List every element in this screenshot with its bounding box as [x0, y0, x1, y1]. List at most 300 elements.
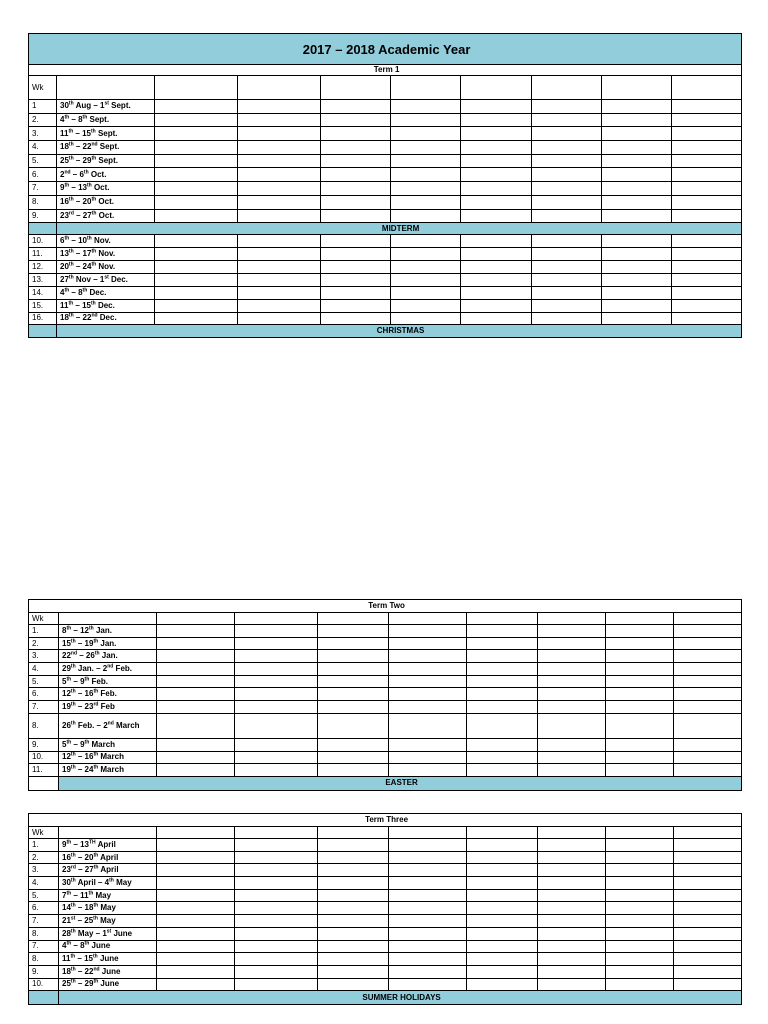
week-row — [29, 713, 742, 738]
empty-cell — [321, 182, 391, 196]
week-dates — [57, 286, 155, 299]
empty-cell — [532, 195, 602, 209]
empty-cell — [389, 688, 467, 701]
empty-cell — [532, 312, 602, 325]
empty-cell — [391, 235, 461, 248]
empty-cell — [672, 127, 742, 141]
empty-cell — [467, 851, 538, 864]
date-text: – 8 — [71, 941, 85, 951]
week-row — [29, 286, 742, 299]
empty-cell — [238, 141, 321, 155]
date-text: 19 — [62, 765, 71, 775]
empty-cell — [389, 764, 467, 777]
empty-cell — [532, 286, 602, 299]
header-empty-cell — [155, 76, 238, 100]
date-text: 9 — [60, 183, 65, 193]
empty-cell — [155, 299, 238, 312]
empty-cell — [157, 764, 235, 777]
term-1-title: Term 1 — [29, 65, 742, 76]
empty-cell — [606, 864, 674, 877]
empty-cell — [318, 625, 389, 638]
empty-cell — [235, 637, 318, 650]
date-text: Sept. — [87, 115, 110, 125]
empty-cell — [674, 625, 742, 638]
empty-cell — [532, 141, 602, 155]
week-row — [29, 663, 742, 676]
date-text: – 11 — [71, 890, 89, 900]
date-ordinal-suffix: th — [66, 739, 72, 745]
header-empty-cell — [59, 613, 157, 625]
week-dates — [59, 738, 157, 751]
empty-cell — [238, 182, 321, 196]
empty-cell — [389, 927, 467, 940]
empty-cell — [235, 965, 318, 978]
empty-cell — [538, 839, 606, 852]
week-number: 9. — [29, 209, 57, 223]
empty-cell — [606, 902, 674, 915]
empty-cell — [538, 713, 606, 738]
empty-cell — [467, 713, 538, 738]
date-ordinal-suffix: th — [88, 625, 94, 632]
empty-cell — [318, 965, 389, 978]
empty-cell — [235, 864, 318, 877]
empty-cell — [532, 299, 602, 312]
date-text: May — [98, 903, 116, 913]
date-text: April – 4 — [75, 877, 110, 887]
date-text: 16 — [60, 197, 69, 207]
empty-cell — [606, 839, 674, 852]
date-text: – 12 — [71, 625, 89, 635]
empty-cell — [672, 113, 742, 127]
empty-cell — [321, 195, 391, 209]
date-ordinal-suffix: th — [93, 864, 99, 871]
empty-cell — [461, 273, 532, 286]
date-text: May — [97, 915, 116, 925]
empty-cell — [672, 195, 742, 209]
empty-cell — [389, 625, 467, 638]
empty-cell — [318, 764, 389, 777]
wk-column-header: Wk — [29, 613, 59, 625]
date-text: 26 — [62, 721, 71, 731]
empty-cell — [155, 248, 238, 261]
empty-cell — [155, 235, 238, 248]
empty-cell — [467, 902, 538, 915]
date-ordinal-suffix: th — [93, 953, 98, 960]
week-dates — [59, 751, 157, 764]
date-text: – 6 — [70, 169, 84, 179]
empty-cell — [235, 625, 318, 638]
date-text: Feb. — [98, 689, 117, 699]
empty-cell — [674, 927, 742, 940]
date-ordinal-suffix: th — [66, 839, 72, 846]
header-empty-cell — [57, 76, 155, 100]
date-text: Dec. — [108, 274, 128, 284]
date-text: June — [98, 979, 120, 989]
empty-cell — [238, 312, 321, 325]
easter-band-row — [29, 776, 742, 790]
week-number: 11. — [29, 764, 59, 777]
date-text: Sept. — [108, 101, 131, 111]
date-ordinal-suffix: th — [91, 196, 97, 203]
date-text: June — [89, 941, 111, 951]
date-text: – 9 — [71, 676, 85, 686]
date-text: – 25 — [75, 915, 94, 925]
date-text: March — [113, 721, 140, 731]
empty-cell — [467, 927, 538, 940]
week-row — [29, 675, 742, 688]
empty-cell — [467, 864, 538, 877]
empty-cell — [538, 927, 606, 940]
empty-cell — [467, 915, 538, 928]
week-row — [29, 625, 742, 638]
week-dates — [59, 889, 157, 902]
header-empty-cell — [318, 827, 389, 839]
week-dates — [57, 312, 155, 325]
date-text: 23 — [62, 865, 71, 875]
week-number: 1. — [29, 839, 59, 852]
empty-cell — [157, 889, 235, 902]
date-ordinal-suffix: th — [93, 978, 99, 985]
empty-cell — [674, 701, 742, 714]
week-row — [29, 953, 742, 966]
band-spacer — [29, 991, 59, 1005]
date-ordinal-suffix: th — [91, 210, 97, 217]
empty-cell — [391, 113, 461, 127]
empty-cell — [157, 953, 235, 966]
empty-cell — [318, 927, 389, 940]
date-text: April — [98, 852, 119, 862]
empty-cell — [602, 235, 672, 248]
date-ordinal-suffix: th — [93, 902, 99, 909]
week-number: 7. — [29, 701, 59, 714]
empty-cell — [672, 299, 742, 312]
empty-cell — [321, 100, 391, 114]
empty-cell — [389, 978, 467, 991]
week-row — [29, 751, 742, 764]
date-text: 4 — [60, 287, 65, 297]
empty-cell — [238, 273, 321, 286]
date-ordinal-suffix: th — [68, 128, 74, 135]
week-dates — [59, 625, 157, 638]
date-ordinal-suffix: th — [93, 637, 99, 644]
week-number: 7. — [29, 182, 57, 196]
week-number: 2. — [29, 637, 59, 650]
date-text: 7 — [62, 890, 67, 900]
empty-cell — [321, 127, 391, 141]
week-number: 12. — [29, 260, 57, 273]
empty-cell — [672, 168, 742, 182]
date-text: – 27 — [73, 210, 92, 220]
term-1-title-row — [29, 65, 742, 76]
empty-cell — [318, 915, 389, 928]
week-number: 4. — [29, 877, 59, 890]
empty-cell — [538, 764, 606, 777]
date-text: 19 — [62, 701, 71, 711]
empty-cell — [318, 650, 389, 663]
empty-cell — [389, 851, 467, 864]
date-ordinal-suffix: th — [68, 155, 74, 162]
wk-column-header: Wk — [29, 827, 59, 839]
date-ordinal-suffix: th — [84, 739, 90, 745]
empty-cell — [674, 764, 742, 777]
term-3-title-row — [29, 814, 742, 827]
empty-cell — [391, 273, 461, 286]
week-number: 3. — [29, 864, 59, 877]
empty-cell — [606, 940, 674, 953]
empty-cell — [318, 940, 389, 953]
date-text: April — [98, 865, 119, 875]
date-text: 12 — [62, 752, 71, 762]
header-empty-cell — [467, 827, 538, 839]
week-dates — [59, 864, 157, 877]
empty-cell — [235, 953, 318, 966]
empty-cell — [238, 113, 321, 127]
date-ordinal-suffix: th — [82, 287, 88, 294]
date-text: Nov. — [96, 249, 116, 259]
date-text: Aug – 1 — [73, 101, 105, 111]
empty-cell — [467, 637, 538, 650]
week-number: 3. — [29, 650, 59, 663]
header-empty-cell — [389, 613, 467, 625]
easter-band: EASTER — [59, 776, 742, 790]
empty-cell — [318, 851, 389, 864]
empty-cell — [674, 902, 742, 915]
date-ordinal-suffix: rd — [93, 701, 99, 708]
date-text: Jan. — [93, 625, 112, 635]
empty-cell — [674, 713, 742, 738]
empty-cell — [389, 902, 467, 915]
week-row — [29, 650, 742, 663]
week-number: 2. — [29, 851, 59, 864]
empty-cell — [672, 312, 742, 325]
date-ordinal-suffix: rd — [70, 864, 76, 871]
week-row — [29, 312, 742, 325]
empty-cell — [674, 877, 742, 890]
term-1-table — [28, 33, 742, 338]
week-row — [29, 764, 742, 777]
empty-cell — [606, 889, 674, 902]
empty-cell — [461, 141, 532, 155]
date-text: 20 — [60, 261, 69, 271]
empty-cell — [532, 100, 602, 114]
empty-cell — [318, 889, 389, 902]
date-text: 13 — [60, 249, 69, 259]
empty-cell — [461, 312, 532, 325]
week-number: 5. — [29, 675, 59, 688]
week-dates — [57, 273, 155, 286]
week-row — [29, 273, 742, 286]
empty-cell — [321, 286, 391, 299]
empty-cell — [389, 751, 467, 764]
date-text: Oct. — [96, 197, 114, 207]
date-text: Dec. — [87, 287, 107, 297]
date-ordinal-suffix: th — [70, 966, 76, 973]
week-dates — [59, 675, 157, 688]
header-empty-cell — [602, 76, 672, 100]
date-ordinal-suffix: st — [70, 915, 76, 922]
empty-cell — [318, 688, 389, 701]
empty-cell — [602, 286, 672, 299]
date-ordinal-suffix: th — [64, 287, 70, 294]
date-text: Sept. — [95, 128, 118, 138]
empty-cell — [672, 182, 742, 196]
empty-cell — [467, 675, 538, 688]
empty-cell — [461, 209, 532, 223]
empty-cell — [318, 839, 389, 852]
week-dates — [59, 764, 157, 777]
empty-cell — [532, 182, 602, 196]
header-empty-cell — [674, 613, 742, 625]
empty-cell — [235, 751, 318, 764]
week-row — [29, 701, 742, 714]
empty-cell — [538, 915, 606, 928]
empty-cell — [157, 637, 235, 650]
date-text: – 17 — [73, 249, 92, 259]
week-row — [29, 927, 742, 940]
week-row — [29, 864, 742, 877]
empty-cell — [674, 663, 742, 676]
empty-cell — [467, 978, 538, 991]
empty-cell — [467, 953, 538, 966]
week-dates — [57, 235, 155, 248]
empty-cell — [235, 927, 318, 940]
week-number: 8. — [29, 953, 59, 966]
christmas-band-row — [29, 325, 742, 338]
empty-cell — [674, 675, 742, 688]
date-text: May — [113, 877, 132, 887]
date-text: 11 — [62, 954, 71, 964]
week-dates — [59, 978, 157, 991]
empty-cell — [157, 663, 235, 676]
date-text: 11 — [60, 300, 69, 310]
empty-cell — [602, 168, 672, 182]
empty-cell — [602, 209, 672, 223]
date-ordinal-suffix: nd — [91, 141, 98, 148]
christmas-band: CHRISTMAS — [57, 325, 742, 338]
empty-cell — [157, 927, 235, 940]
date-text: 2 — [60, 169, 65, 179]
empty-cell — [155, 312, 238, 325]
empty-cell — [238, 299, 321, 312]
empty-cell — [318, 877, 389, 890]
empty-cell — [155, 127, 238, 141]
empty-cell — [157, 688, 235, 701]
empty-cell — [155, 113, 238, 127]
header-empty-cell — [157, 827, 235, 839]
date-text: – 9 — [71, 739, 85, 749]
empty-cell — [532, 113, 602, 127]
week-dates — [57, 209, 155, 223]
empty-cell — [391, 286, 461, 299]
date-text: – 29 — [73, 156, 92, 166]
empty-cell — [157, 940, 235, 953]
empty-cell — [602, 299, 672, 312]
date-ordinal-suffix: th — [70, 701, 76, 708]
header-empty-cell — [467, 613, 538, 625]
week-number: 4. — [29, 141, 57, 155]
term-2-title-row — [29, 600, 742, 613]
date-ordinal-suffix: th — [70, 851, 76, 858]
empty-cell — [318, 953, 389, 966]
date-text: Jan. — [99, 651, 118, 661]
empty-cell — [155, 195, 238, 209]
week-dates — [57, 248, 155, 261]
date-text: 12 — [62, 689, 71, 699]
empty-cell — [318, 675, 389, 688]
document-title-row — [29, 34, 742, 65]
date-ordinal-suffix: th — [93, 688, 99, 695]
date-text: 4 — [62, 941, 67, 951]
empty-cell — [391, 182, 461, 196]
empty-cell — [538, 851, 606, 864]
empty-cell — [157, 738, 235, 751]
empty-cell — [532, 235, 602, 248]
week-row — [29, 235, 742, 248]
empty-cell — [157, 839, 235, 852]
empty-cell — [606, 978, 674, 991]
date-ordinal-suffix: th — [84, 940, 90, 947]
empty-cell — [602, 141, 672, 155]
empty-cell — [461, 299, 532, 312]
date-text: 25 — [60, 156, 69, 166]
empty-cell — [157, 978, 235, 991]
date-text: May – 1 — [75, 928, 107, 938]
date-text: 11 — [60, 128, 69, 138]
document-title: 2017 – 2018 Academic Year — [29, 34, 742, 65]
date-text: 18 — [60, 142, 69, 152]
empty-cell — [391, 209, 461, 223]
empty-cell — [532, 260, 602, 273]
empty-cell — [157, 713, 235, 738]
week-dates — [57, 127, 155, 141]
date-ordinal-suffix: th — [68, 261, 74, 268]
date-ordinal-suffix: th — [94, 650, 100, 657]
empty-cell — [318, 902, 389, 915]
empty-cell — [235, 902, 318, 915]
empty-cell — [391, 168, 461, 182]
empty-cell — [674, 864, 742, 877]
empty-cell — [674, 839, 742, 852]
week-number: 1 — [29, 100, 57, 114]
empty-cell — [674, 915, 742, 928]
date-text: May — [93, 890, 112, 900]
empty-cell — [538, 965, 606, 978]
empty-cell — [461, 127, 532, 141]
empty-cell — [467, 650, 538, 663]
date-text: 30 — [60, 101, 69, 111]
date-ordinal-suffix: th — [70, 928, 76, 934]
empty-cell — [321, 154, 391, 168]
date-ordinal-suffix: nd — [93, 966, 100, 973]
empty-cell — [532, 154, 602, 168]
date-text: March — [98, 752, 124, 762]
date-ordinal-suffix: th — [68, 248, 74, 255]
date-ordinal-suffix: th — [66, 625, 72, 632]
empty-cell — [235, 713, 318, 738]
empty-cell — [538, 701, 606, 714]
week-row — [29, 915, 742, 928]
date-ordinal-suffix: th — [70, 688, 76, 695]
empty-cell — [461, 154, 532, 168]
date-ordinal-suffix: th — [93, 851, 99, 858]
empty-cell — [538, 663, 606, 676]
date-text: 27 — [60, 274, 69, 284]
date-text: – 20 — [75, 852, 94, 862]
empty-cell — [538, 902, 606, 915]
date-text: June — [111, 928, 133, 938]
date-ordinal-suffix: th — [64, 182, 70, 189]
empty-cell — [606, 663, 674, 676]
